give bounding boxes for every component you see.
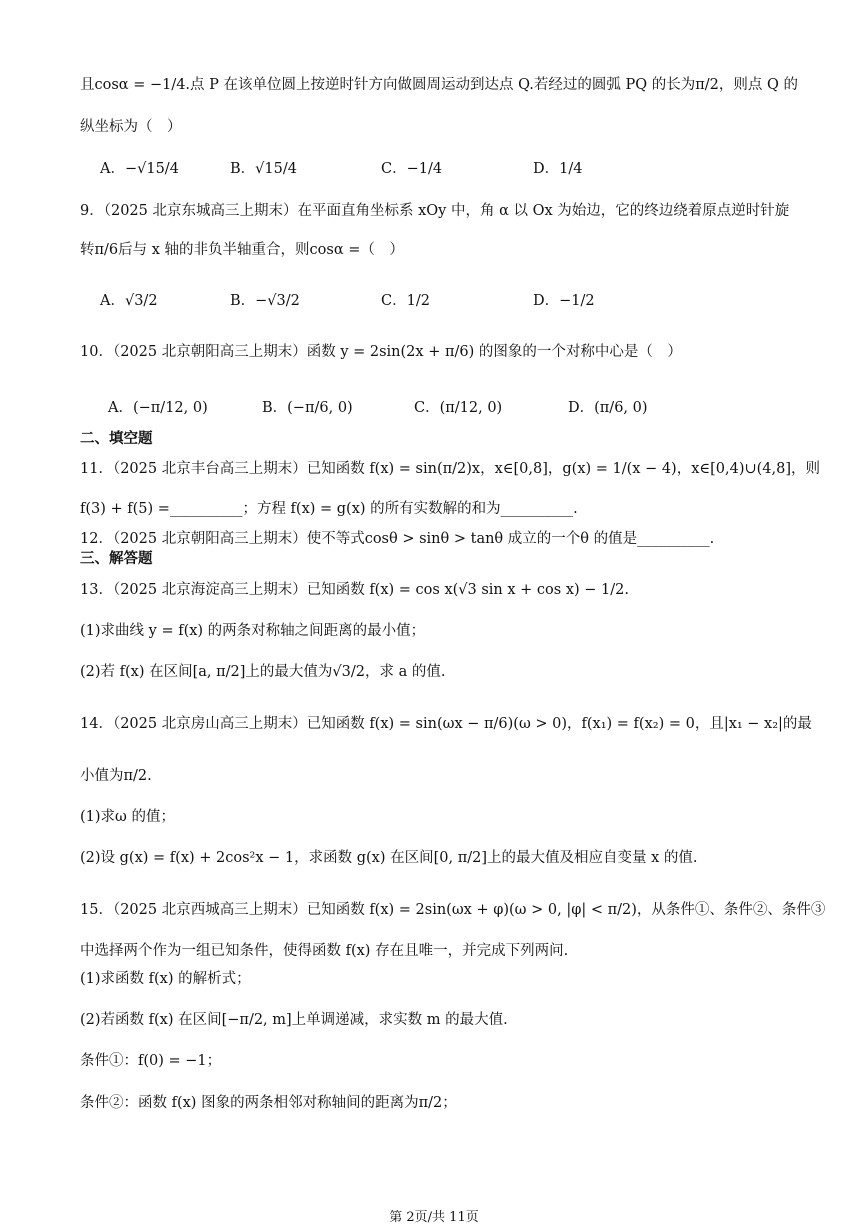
q8-option-c: C．−1/4	[381, 161, 443, 177]
q13-part-1: (1)求曲线 y = f(x) 的两条对称轴之间距离的最小值；	[80, 623, 426, 639]
q9-option-b: B．−√3/2	[230, 293, 300, 309]
q15-condition-2: 条件②：函数 f(x) 图象的两条相邻对称轴间的距离为π/2；	[80, 1095, 457, 1111]
q10-option-d: D．(π/6, 0)	[568, 400, 648, 416]
q8-option-b: B．√15/4	[230, 161, 297, 177]
q14-stem-line-2: 小值为π/2.	[80, 768, 152, 784]
q8-option-d: D．1/4	[533, 161, 583, 177]
q8-stem-line-1: 且cosα = −1/4.点 P 在该单位圆上按逆时针方向做圆周运动到达点 Q.若经过的圆弧 PQ 的长为π/2，则点 Q 的	[80, 77, 799, 93]
q8-stem-line-2: 纵坐标为（ ）	[80, 119, 182, 135]
q15-part-2: (2)若函数 f(x) 在区间[−π/2, m]上单调递减，求实数 m 的最大值.	[80, 1012, 508, 1028]
q14-part-2: (2)设 g(x) = f(x) + 2cos²x − 1，求函数 g(x) 在区间[0, π/2]上的最大值及相应自变量 x 的值.	[80, 850, 698, 866]
q8-option-a: A．−√15/4	[100, 161, 179, 177]
section-heading-solutions: 三、解答题	[80, 551, 153, 567]
q9-option-c: C．1/2	[381, 293, 430, 309]
q10-option-b: B．(−π/6, 0)	[262, 400, 353, 416]
q12-stem: 12．（2025 北京朝阳高三上期末）使不等式cosθ > sinθ > tanθ 成立的一个θ 的值是__________.	[80, 531, 715, 547]
q14-part-1: (1)求ω 的值；	[80, 809, 175, 825]
page-footer: 第 2页/共 11页	[389, 1210, 479, 1225]
q9-option-d: D．−1/2	[533, 293, 595, 309]
q11-stem-line-1: 11．（2025 北京丰台高三上期末）已知函数 f(x) = sin(π/2)x，x∈[0,8]，g(x) = 1/(x − 4)，x∈[0,4)∪(4,8]，则	[80, 461, 821, 477]
q15-condition-1: 条件①：f(0) = −1；	[80, 1053, 222, 1069]
q10-stem: 10．（2025 北京朝阳高三上期末）函数 y = 2sin(2x + π/6) 的图象的一个对称中心是（ ）	[80, 344, 682, 360]
q9-stem-line-2: 转π/6后与 x 轴的非负半轴重合，则cosα =（ ）	[80, 242, 404, 258]
q9-stem-line-1: 9．（2025 北京东城高三上期末）在平面直角坐标系 xOy 中，角 α 以 Ox 为始边，它的终边绕着原点逆时针旋	[80, 203, 790, 219]
q14-stem-line-1: 14．（2025 北京房山高三上期末）已知函数 f(x) = sin(ωx − π/6)(ω > 0)，f(x₁) = f(x₂) = 0，且|x₁ − x₂|的最	[80, 716, 812, 732]
q10-option-c: C．(π/12, 0)	[414, 400, 503, 416]
q15-part-1: (1)求函数 f(x) 的解析式；	[80, 971, 251, 987]
q10-option-a: A．(−π/12, 0)	[108, 400, 208, 416]
q9-option-a: A．√3/2	[100, 293, 158, 309]
q11-stem-line-2: f(3) + f(5) =__________；方程 f(x) = g(x) 的所有实数解的和为__________.	[80, 501, 578, 517]
q13-part-2: (2)若 f(x) 在区间[a, π/2]上的最大值为√3/2，求 a 的值.	[80, 664, 446, 680]
q15-stem-line-1: 15．（2025 北京西城高三上期末）已知函数 f(x) = 2sin(ωx + φ)(ω > 0, |φ| < π/2)，从条件①、条件②、条件③	[80, 902, 826, 918]
section-heading-fill-in: 二、填空题	[80, 431, 153, 447]
q15-stem-line-2: 中选择两个作为一组已知条件，使得函数 f(x) 存在且唯一，并完成下列两问.	[80, 943, 569, 959]
q13-stem: 13．（2025 北京海淀高三上期末）已知函数 f(x) = cos x(√3 sin x + cos x) − 1/2.	[80, 582, 629, 598]
